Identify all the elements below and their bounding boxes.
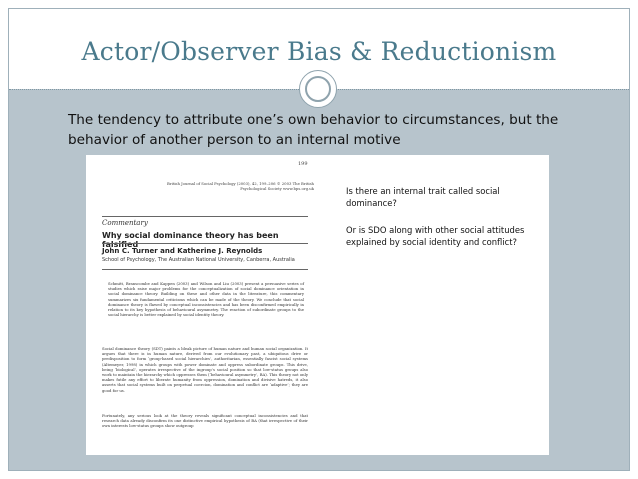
document-abstract: Schmitt, Branscombe and Kappen (2003) and Wilson and Liu (2003) present a persuasive series of studies which raise major problems for the conceptualization of social dominance orientation in social dominance theory. Building on these and other data in the literature, this commentary summarizes six fundamental criticisms which can be made of the theory. We conclude that social dominance theory is flawed by conceptual inconsistencies and has been disconfirmed empirically in relation to its key hypothesis of behavioural asymmetry. The reaction of subordinate groups to the social hierarchy is better explained by social identity theory. xyxy=(108,281,304,318)
decorative-ring-inner xyxy=(305,76,331,102)
slide-title: Actor/Observer Bias & Reductionism xyxy=(81,37,557,66)
document-body-paragraph: Fortunately, any serious look at the theory reveals significant conceptual inconsistencies and that research data already disconfirm its one distinctive empirical hypothesis of BA (that irrespective of their own interests low-status groups show outgroup xyxy=(102,413,308,429)
document-image xyxy=(86,155,549,455)
document-paper-title: Why social dominance theory has been falsified xyxy=(102,231,279,249)
document-authors: John C. Turner and Katherine J. Reynolds xyxy=(102,247,263,255)
question-annotations xyxy=(346,185,546,248)
document-rule-title xyxy=(102,243,308,244)
slide-body-text: The tendency to attribute one’s own behavior to circumstances, but the behavior of another person to an internal motive xyxy=(68,112,559,148)
document-journal-header: British Journal of Social Psychology (2003), 42, 199–206 © 2003 The British Psychological Society www.bps.org.uk xyxy=(167,181,314,191)
document-rule-top xyxy=(102,216,308,217)
document-rule-affiliation xyxy=(102,269,308,270)
question-text: Or is SDO along with other social attitudes explained by social identity and conflict? xyxy=(346,225,525,247)
question-text: Is there an internal trait called social dominance? xyxy=(346,186,500,208)
document-affiliation: School of Psychology, The Australian National University, Canberra, Australia xyxy=(102,257,295,263)
document-body-paragraph: Social dominance theory (SDT) paints a bleak picture of human nature and human social organization. It argues that there is in human nature, derived from our evolutionary past, a ubiquitous drive or predisposition to form ‘group-based social hierarchies’, authoritarian, essentially fascist social systems (Altemeyer, 1998) in which groups with power dominate and oppress subordinate groups. This drive, being ‘biological’, operates irrespective of the ingroup’s social position so that low-status groups also work to maintain the hierarchy which oppresses them (‘behavioural asymmetry’, BA). This theory not only makes futile any effort to liberate humanity from oppression, domination and divisive hatreds, it also asserts that social systems built on perpetual coercion, domination and conflict are ‘adaptive’; they are good for us. xyxy=(102,346,308,393)
decorative-ring-icon xyxy=(299,70,337,108)
document-page-number: 199 xyxy=(298,161,308,167)
document-section-label: Commentary xyxy=(102,219,148,227)
